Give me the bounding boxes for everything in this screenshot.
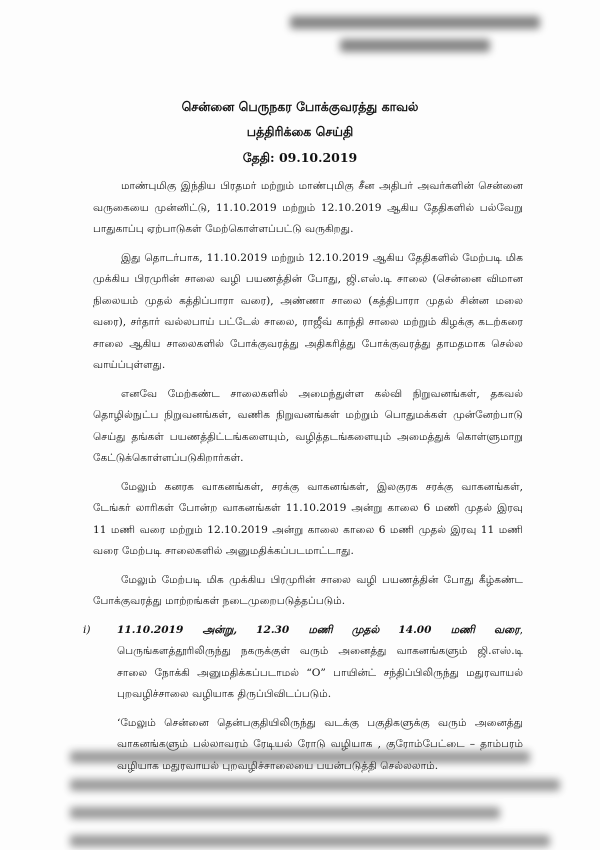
- document-title: சென்னை பெருநகர போக்குவரத்து காவல்: [181, 99, 419, 114]
- paragraph-1: மாண்புமிகு இந்திய பிரதமர் மற்றும் மாண்புமிகு சீன அதிபர் அவர்களின் சென்னை வருகையை முன்னிட்டு, 11.10.2019 மற்றும் 12.10.2019 ஆகிய தேதிகளில் பல்வேறு பாதுகாப்பு ஏற்பாடுகள் மேற்கொள்ளப்பட்டு வருகிறது.: [93, 180, 523, 235]
- list-item-rest: , பெருங்களத்தூரிலிருந்து நகருக்குள் வரும் அனைத்து வாகனங்களும் ஜி.எஸ்.டி சாலை நோக்கி அனுமதிக்கப்படாமல் “O” பாயின்ட் சந்திப்பிலிருந்து மதுரவாயல் புறவழிச்சாலை வழியாக திருப்பிவிடப்படும்.: [117, 623, 523, 700]
- document-date: தேதி: 09.10.2019: [242, 150, 358, 165]
- list-marker: i): [83, 623, 91, 636]
- list-item-sub: ‘மேலும் சென்னை தென்பகுதியிலிருந்து வடக்கு பகுதிகளுக்கு வரும் அனைத்து வாகனங்களும் பல்லாவரம் ரேடியல் ரோடு வழியாக , குரோம்பேட்டை – தாம்பரம் வழியாக மதுரவாயல் புறவழிச்சாலையை பயன்படுத்தி செல்லலாம்.: [117, 716, 523, 772]
- paragraph-2: இது தொடர்பாக, 11.10.2019 மற்றும் 12.10.2019 ஆகிய தேதிகளில் மேற்படி மிக முக்கிய பிரமுரின் சாலை வழி பயணத்தின் போது, ஜி.எஸ்.டி சாலை (சென்னை விமான நிலையம் முதல் கத்திப்பாரா வரை), அண்ணா சாலை (கத்திபாரா முதல் சின்ன மலை வரை), சர்தார் வல்லபாய் பட்டேல் சாலை, ராஜீவ் காந்தி சாலை மற்றும் கிழக்கு கடற்கரை சாலை ஆகிய சாலைகளில் போக்குவரத்து அதிகரித்து போக்குவரத்து தாமதமாக செல்ல வாய்ப்புள்ளது.: [93, 251, 523, 371]
- paragraph-3: எனவே மேற்கண்ட சாலைகளில் அமைந்துள்ள கல்வி நிறுவனங்கள், தகவல் தொழில்நுட்ப நிறுவனங்கள், வணிக நிறுவனங்கள் மற்றும் பொதுமக்கள் முன்னேற்பாடு செய்து தங்கள் பயணத்திட்டங்களையும், வழித்தடங்களையும் அமைத்துக் கொள்ளுமாறு கேட்டுக்கொள்ளப்படுகிறார்கள்.: [93, 387, 523, 464]
- list-item-bold-lead: 11.10.2019 அன்று, 12.30 மணி முதல் 14.00 மணி வரை: [117, 623, 520, 636]
- paragraph-4: மேலும் கனரக வாகனங்கள், சரக்கு வாகனங்கள், இலகுரக சரக்கு வாகனங்கள், டேங்கர் லாரிகள் போன்ற வாகனங்கள் 11.10.2019 அன்று காலை 6 மணி முதல் இரவு 11 மணி வரை மற்றும் 12.10.2019 அன்று காலை காலை 6 மணி முதல் இரவு 11 மணி வரை மேற்படி சாலைகளில் அனுமதிக்கப்படமாட்டாது.: [93, 480, 523, 557]
- blurred-letterhead: [280, 6, 540, 76]
- document-subtitle: பத்திரிக்கை செய்தி: [246, 124, 354, 139]
- blurred-footer-text: [70, 735, 570, 845]
- list-item-text: [117, 620, 523, 706]
- document-body: [83, 176, 523, 784]
- paragraph-5: மேலும் மேற்படி மிக முக்கிய பிரமுரின் சாலை வழி பயணத்தின் போது கீழ்கண்ட போக்குவரத்து மாற்றங்கள் நடைமுறைபடுத்தப்படும்.: [93, 573, 523, 607]
